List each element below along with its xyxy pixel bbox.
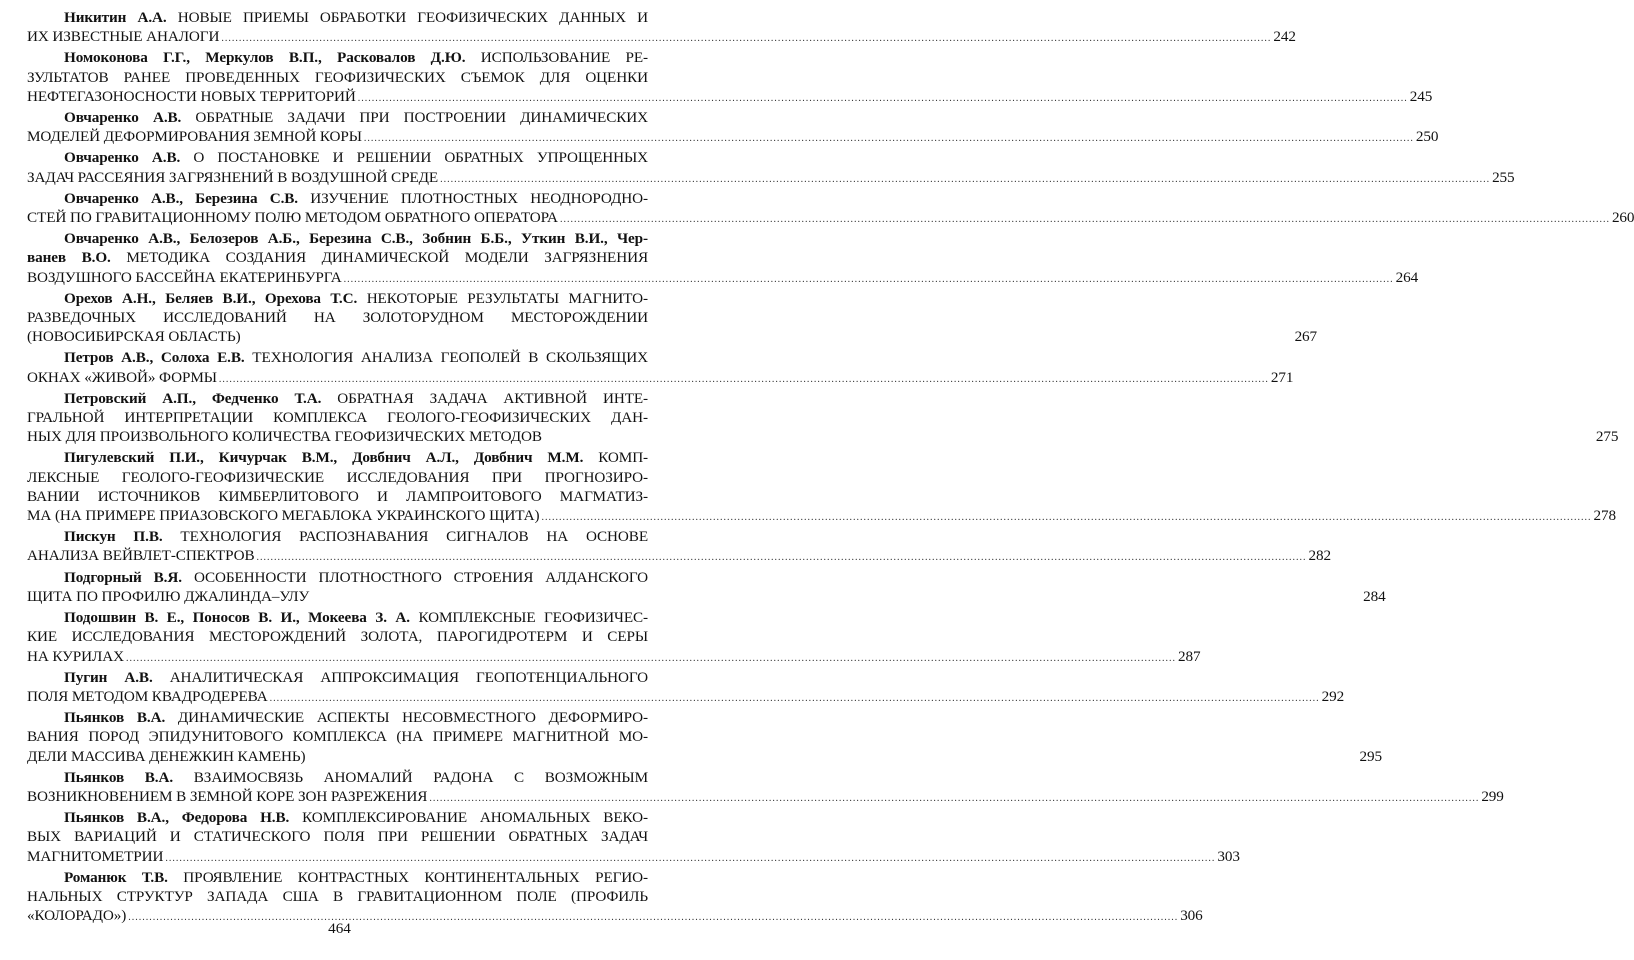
entry-title-end: МАГНИТОМЕТРИИ: [27, 847, 164, 865]
toc-entry: [27, 808, 1240, 868]
leader-dots: [307, 749, 1357, 768]
toc-entry: [27, 48, 1433, 108]
entry-page-number: 284: [1363, 587, 1386, 605]
leader-dots: ............................................................................................................................................................................................................................................................................................................: [541, 512, 1592, 524]
entry-authors: Орехов А.Н., Беляев В.И., Орехова Т.С.: [64, 289, 358, 307]
entry-title: МЕТОДИКА СОЗДАНИЯ ДИНАМИЧЕСКОЙ МОДЕЛИ ЗАГРЯЗНЕНИЯ: [126, 249, 649, 267]
entry-title-end: МА (НА ПРИМЕРЕ ПРИАЗОВСКОГО МЕГАБЛОКА УКРАИНСКОГО ЩИТА): [27, 507, 540, 525]
entry-line: [27, 189, 648, 208]
entry-line: [27, 708, 648, 727]
entry-line: [27, 68, 648, 87]
leader-dots: ............................................................................................................................................................................................................................................................................................................: [440, 173, 1491, 185]
toc-entry: [27, 229, 1419, 289]
toc-entry: [27, 868, 1203, 928]
toc-entry: [27, 289, 1318, 349]
entry-title-end: «КОЛОРАДО»): [27, 907, 127, 925]
entry-title: ДИНАМИЧЕСКИЕ АСПЕКТЫ НЕСОВМЕСТНОГО ДЕФОРМИРО-: [177, 709, 648, 727]
entry-title-end: ВОЗНИКНОВЕНИЕМ В ЗЕМНОЙ КОРЕ ЗОН РАЗРЕЖЕНИЯ: [27, 787, 428, 805]
page-number: 464: [328, 920, 351, 937]
entry-page-number: 255: [1492, 168, 1515, 186]
leader-dots: [311, 589, 1361, 608]
entry-line: [27, 627, 648, 646]
entry-authors: Пискун П.В.: [64, 528, 163, 546]
entry-title: ЗУЛЬТАТОВ РАНЕЕ ПРОВЕДЕННЫХ ГЕОФИЗИЧЕСКИХ СЪЕМОК ДЛЯ ОЦЕНКИ: [27, 68, 648, 86]
leader-dots: ............................................................................................................................................................................................................................................................................................................: [363, 133, 1414, 145]
entry-last-line: [27, 368, 1294, 389]
entry-last-line: [27, 268, 1419, 289]
entry-last-line: [27, 168, 1515, 189]
entry-page-number: 306: [1180, 907, 1203, 925]
entry-line: [27, 887, 648, 906]
entry-title: О ПОСТАНОВКЕ И РЕШЕНИИ ОБРАТНЫХ УПРОЩЕННЫХ: [193, 149, 648, 167]
entry-title: ВЗАИМОСВЯЗЬ АНОМАЛИЙ РАДОНА С ВОЗМОЖНЫМ: [193, 768, 648, 786]
entry-title-end: ПОЛЯ МЕТОДОМ КВАДРОДЕРЕВА: [27, 687, 268, 705]
toc-entry: [27, 708, 1382, 768]
entry-title-end: СТЕЙ ПО ГРАВИТАЦИОННОМУ ПОЛЮ МЕТОДОМ ОБРАТНОГО ОПЕРАТОРА: [27, 209, 558, 227]
entry-last-line: [27, 427, 1619, 448]
entry-line: [27, 808, 648, 827]
entry-line: [27, 229, 648, 248]
entry-page-number: 275: [1595, 428, 1619, 446]
entry-authors: Пьянков В.А.: [64, 709, 166, 727]
entry-authors: Пигулевский П.И., Кичурчак В.М., Довбнич А.Л., Довбнич М.М.: [64, 449, 584, 467]
entry-last-line: [27, 747, 1382, 768]
entry-page-number: 295: [1359, 747, 1382, 765]
entry-title: ТЕХНОЛОГИЯ АНАЛИЗА ГЕОПОЛЕЙ В СКОЛЬЗЯЩИХ: [252, 349, 649, 367]
entry-title: ТЕХНОЛОГИЯ РАСПОЗНАВАНИЯ СИГНАЛОВ НА ОСНОВЕ: [180, 528, 648, 546]
entry-line: [27, 568, 648, 587]
entry-page-number: 278: [1593, 507, 1616, 525]
entry-last-line: [27, 787, 1504, 808]
entry-line: [27, 48, 648, 67]
toc-entry: [27, 527, 1331, 567]
toc-entry: [27, 348, 1294, 388]
leader-dots: ............................................................................................................................................................................................................................................................................................................: [343, 273, 1394, 285]
entry-authors: Пьянков В.А.: [64, 768, 174, 786]
entry-authors: Подошвин В. Е., Поносов В. И., Мокеева З. А.: [64, 609, 410, 627]
leader-dots: ............................................................................................................................................................................................................................................................................................................: [559, 214, 1610, 226]
entry-title-end: НА КУРИЛАХ: [27, 647, 124, 665]
entry-title: ОБРАТНЫЕ ЗАДАЧИ ПРИ ПОСТРОЕНИИ ДИНАМИЧЕСКИХ: [195, 109, 648, 127]
entry-title: КОМП-: [598, 449, 649, 467]
entry-last-line: [27, 506, 1616, 527]
leader-dots: ............................................................................................................................................................................................................................................................................................................: [165, 852, 1216, 864]
entry-authors: Петровский А.П., Федченко Т.А.: [64, 389, 322, 407]
entry-last-line: [27, 687, 1345, 708]
entry-title: ВАНИИ ИСТОЧНИКОВ КИМБЕРЛИТОВОГО И ЛАМПРОИТОВОГО МАГМАТИЗ-: [27, 487, 648, 505]
entry-title: КОМПЛЕКСНЫЕ ГЕОФИЗИЧЕС-: [418, 609, 648, 627]
toc-entry: [27, 448, 1616, 527]
entry-title-end: МОДЕЛЕЙ ДЕФОРМИРОВАНИЯ ЗЕМНОЙ КОРЫ: [27, 128, 362, 146]
leader-dots: ............................................................................................................................................................................................................................................................................................................: [429, 792, 1480, 804]
entry-title: КИЕ ИССЛЕДОВАНИЯ МЕСТОРОЖДЕНИЙ ЗОЛОТА, ПАРОГИДРОТЕРМ И СЕРЫ: [27, 628, 648, 646]
entry-title-end: НЫХ ДЛЯ ПРОИЗВОЛЬНОГО КОЛИЧЕСТВА ГЕОФИЗИЧЕСКИХ МЕТОДОВ: [27, 428, 542, 446]
entry-title-end: НЕФТЕГАЗОНОСНОСТИ НОВЫХ ТЕРРИТОРИЙ: [27, 87, 356, 105]
entry-title: КОМПЛЕКСИРОВАНИЕ АНОМАЛЬНЫХ ВЕКО-: [302, 809, 648, 827]
entry-last-line: [27, 127, 1439, 148]
entry-authors: Овчаренко А.В., Белозеров А.Б., Березина С.В., Зобнин Б.Б., Уткин В.И., Чер-: [64, 230, 648, 248]
toc-entry: [27, 148, 1515, 188]
entry-page-number: 271: [1270, 368, 1294, 386]
entry-title-end: (НОВОСИБИРСКАЯ ОБЛАСТЬ): [27, 328, 241, 346]
leader-dots: ............................................................................................................................................................................................................................................................................................................: [269, 692, 1320, 704]
entry-title: НЕКОТОРЫЕ РЕЗУЛЬТАТЫ МАГНИТО-: [366, 289, 648, 307]
entry-title-end: ЩИТА ПО ПРОФИЛЮ ДЖАЛИНДА–УЛУ: [27, 587, 310, 605]
entry-title: ЛЕКСНЫЕ ГЕОЛОГО-ГЕОФИЗИЧЕСКИЕ ИССЛЕДОВАНИЯ ПРИ ПРОГНОЗИРО-: [27, 468, 648, 486]
entry-page-number: 260: [1611, 209, 1634, 227]
entry-authors: Номоконова Г.Г., Меркулов В.П., Расковалов Д.Ю.: [64, 49, 466, 67]
entry-authors: Овчаренко А.В., Березина С.В.: [64, 189, 299, 207]
entry-line: [27, 448, 648, 467]
entry-last-line: [27, 327, 1318, 348]
entry-line: [27, 827, 648, 846]
entry-title: ИСПОЛЬЗОВАНИЕ РЕ-: [480, 49, 648, 67]
entry-title: ПРОЯВЛЕНИЕ КОНТРАСТНЫХ КОНТИНЕНТАЛЬНЫХ РЕГИО-: [183, 868, 649, 886]
toc-entry: [27, 189, 1634, 229]
toc-entry: [27, 608, 1201, 668]
toc-entry: [27, 568, 1386, 608]
leader-dots: ............................................................................................................................................................................................................................................................................................................: [125, 652, 1176, 664]
entry-page-number: 264: [1395, 268, 1419, 286]
entry-line: [27, 8, 648, 27]
leader-dots: [243, 329, 1293, 348]
entry-authors-continued: ванев В.О.: [27, 249, 111, 267]
toc-entry: [27, 768, 1504, 808]
entry-page-number: 299: [1481, 787, 1504, 805]
entry-line: [27, 148, 648, 167]
entry-title: ОБРАТНАЯ ЗАДАЧА АКТИВНОЙ ИНТЕ-: [337, 389, 649, 407]
entry-line: [27, 308, 648, 327]
entry-authors: Пугин А.В.: [64, 668, 153, 686]
entry-line: [27, 608, 648, 627]
toc-entry: [27, 668, 1345, 708]
entry-title: ВАНИЯ ПОРОД ЭПИДУНИТОВОГО КОМПЛЕКСА (НА ПРИМЕРЕ МАГНИТНОЙ МО-: [27, 728, 648, 746]
entry-authors: Овчаренко А.В.: [64, 149, 181, 167]
leader-dots: [544, 429, 1594, 448]
entry-title: ОСОБЕННОСТИ ПЛОТНОСТНОГО СТРОЕНИЯ АЛДАНСКОГО: [193, 568, 648, 586]
entry-last-line: [27, 847, 1240, 868]
entry-line: [27, 468, 648, 487]
entry-line: [27, 348, 648, 367]
entry-title-end: ЗАДАЧ РАССЕЯНИЯ ЗАГРЯЗНЕНИЙ В ВОЗДУШНОЙ СРЕДЕ: [27, 168, 439, 186]
entry-title: АНАЛИТИЧЕСКАЯ АППРОКСИМАЦИЯ ГЕОПОТЕНЦИАЛЬНОГО: [169, 668, 648, 686]
entry-line: [27, 408, 648, 427]
entry-line: [27, 527, 648, 546]
entry-authors: Петров А.В., Солоха Е.В.: [64, 349, 245, 367]
leader-dots: ............................................................................................................................................................................................................................................................................................................: [128, 912, 1179, 924]
entry-line: [27, 487, 648, 506]
entry-title-end: ВОЗДУШНОГО БАССЕЙНА ЕКАТЕРИНБУРГА: [27, 268, 342, 286]
leader-dots: ............................................................................................................................................................................................................................................................................................................: [221, 33, 1272, 45]
leader-dots: ............................................................................................................................................................................................................................................................................................................: [256, 552, 1307, 564]
entry-authors: Овчаренко А.В.: [64, 109, 182, 127]
entry-title: НАЛЬНЫХ СТРУКТУР ЗАПАДА США В ГРАВИТАЦИОННОМ ПОЛЕ (ПРОФИЛЬ: [27, 887, 648, 905]
entry-page-number: 282: [1308, 547, 1331, 565]
leader-dots: ............................................................................................................................................................................................................................................................................................................: [218, 373, 1269, 385]
entry-title-end: АНАЛИЗА ВЕЙВЛЕТ-СПЕКТРОВ: [27, 547, 255, 565]
entry-title-end: ИХ ИЗВЕСТНЫЕ АНАЛОГИ: [27, 28, 220, 46]
entry-authors: Подгорный В.Я.: [64, 568, 182, 586]
entry-last-line: [27, 27, 1296, 48]
entry-title: ГРАЛЬНОЙ ИНТЕРПРЕТАЦИИ КОМПЛЕКСА ГЕОЛОГО-ГЕОФИЗИЧЕСКИХ ДАН-: [27, 409, 648, 427]
entry-title-end: ДЕЛИ МАССИВА ДЕНЕЖКИН КАМЕНЬ): [27, 747, 306, 765]
entry-page-number: 287: [1177, 647, 1201, 665]
entry-page-number: 292: [1321, 687, 1345, 705]
entry-authors: Никитин А.А.: [64, 9, 167, 26]
entry-last-line: [27, 587, 1386, 608]
leader-dots: ............................................................................................................................................................................................................................................................................................................: [357, 92, 1408, 104]
entry-line: [27, 108, 648, 127]
entry-last-line: [27, 87, 1433, 108]
entry-page-number: 267: [1294, 328, 1318, 346]
toc-entry: [27, 8, 1296, 48]
entry-page-number: 242: [1273, 28, 1296, 46]
entry-line: [27, 248, 648, 267]
entry-last-line: [27, 208, 1634, 229]
toc-entry: [27, 389, 1619, 449]
toc-entry: [27, 108, 1439, 148]
entry-line: [27, 768, 648, 787]
entry-line: [27, 727, 648, 746]
entry-authors: Пьянков В.А., Федорова Н.В.: [64, 809, 290, 827]
entry-line: [27, 668, 648, 687]
entry-page-number: 250: [1415, 128, 1439, 146]
entry-page-number: 245: [1409, 87, 1433, 105]
entry-line: [27, 389, 648, 408]
table-of-contents: [27, 8, 1634, 927]
entry-last-line: [27, 647, 1201, 668]
entry-title: ВЫХ ВАРИАЦИЙ И СТАТИЧЕСКОГО ПОЛЯ ПРИ РЕШЕНИИ ОБРАТНЫХ ЗАДАЧ: [27, 828, 648, 846]
entry-title: НОВЫЕ ПРИЕМЫ ОБРАБОТКИ ГЕОФИЗИЧЕСКИХ ДАННЫХ И: [177, 9, 649, 26]
entry-title: РАЗВЕДОЧНЫХ ИССЛЕДОВАНИЙ НА ЗОЛОТОРУДНОМ МЕСТОРОЖДЕНИИ: [27, 309, 648, 327]
entry-last-line: [27, 546, 1331, 567]
entry-title: ИЗУЧЕНИЕ ПЛОТНОСТНЫХ НЕОДНОРОДНО-: [310, 189, 648, 207]
entry-line: [27, 868, 648, 887]
entry-authors: Романюк Т.В.: [64, 868, 168, 886]
entry-title-end: ОКНАХ «ЖИВОЙ» ФОРМЫ: [27, 368, 217, 386]
entry-page-number: 303: [1217, 847, 1240, 865]
entry-line: [27, 289, 648, 308]
